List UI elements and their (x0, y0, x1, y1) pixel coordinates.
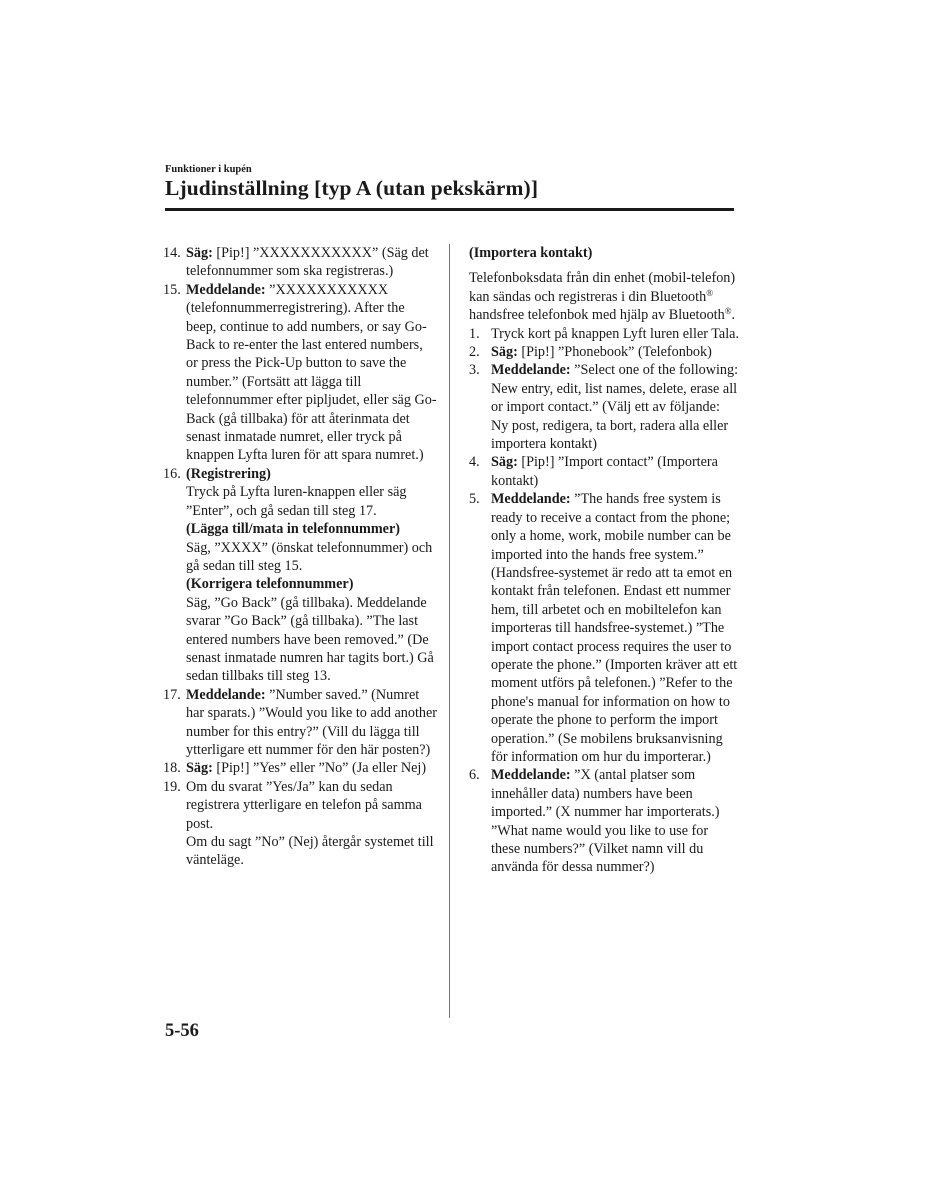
item-body (186, 778, 438, 870)
registered-mark: ® (706, 287, 714, 298)
item-body (491, 361, 739, 453)
sub-text: Säg, ”XXXX” (önskat telefonnummer) och gå sedan till steg 15. (186, 539, 433, 574)
item-text: ”X (antal platser som innehåller data) numbers have been imported.” (X nummer har importerats.) ”What name would you like to use for these numbers?” (Vilket namn vill du använda för dessa nummer?) (491, 767, 720, 876)
item-body (186, 686, 438, 760)
item-number: 19. (163, 778, 181, 795)
item-text: Om du svarat ”Yes/Ja” kan du sedan registrera ytterligare en telefon på samma post. (186, 778, 422, 832)
item-label: Säg: (186, 760, 213, 777)
item-body (491, 343, 739, 361)
item-text: ”XXXXXXXXXXX (telefonnummerregistrering). After the beep, continue to add numbers, or say Go-Back to re-enter the last entered numbers, or press the Pick-Up button to save the number.” (Fortsätt att lägga till telefonnummer efter pipljudet, eller säg Go-Back (gå tillbaka) för att återinmata det senast inmatade numret, eller tryck på knappen Lyfta luren för att spara numret.) (186, 281, 437, 464)
list-item (163, 778, 438, 870)
item-body (186, 759, 438, 777)
item-number: 1. (469, 325, 480, 342)
list-item (163, 281, 438, 465)
intro-paragraph (469, 269, 739, 324)
subheading: (Lägga till/mata in telefonnummer) (186, 521, 400, 538)
list-item (163, 686, 438, 760)
item-label: Säg: (186, 245, 213, 261)
item-body (186, 281, 438, 465)
item-text: Tryck kort på knappen Lyft luren eller Tala. (491, 325, 740, 342)
list-item (163, 244, 438, 281)
item-number: 6. (469, 767, 480, 784)
item-number: 15. (163, 281, 181, 298)
column-divider (449, 244, 450, 1018)
item-text: ”Number saved.” (Numret har sparats.) ”Would you like to add another number for this entry?” (Vill du lägga till ytterligare ett nummer för den här posten?) (186, 686, 438, 758)
item-number: 16. (163, 465, 181, 482)
item-label: Meddelande: (491, 491, 571, 508)
item-text: [Pip!] ”Phonebook” (Telefonbok) (521, 344, 712, 361)
list-item (469, 490, 739, 766)
registered-mark: ® (724, 306, 732, 317)
item-text: ”The hands free system is ready to receive a contact from the phone; only a home, work, mobile number can be imported into the hands free system.” (Handsfree-systemet är redo att ta emot en kontakt från telefonen. Endast ett nummer hem, till arbetet och en mobiltelefon kan importeras till handsfree-systemet.) ”The import contact process requires the user to operate the phone.” (Importen kräver att ett moment utförs på telefonen.) ”Refer to the phone's manual for information on how to operate the phone to perform the import operation.” (Se mobilens bruksanvisning för information om hur du importerar.) (491, 491, 738, 765)
item-body (186, 465, 438, 686)
intro-text: . (731, 307, 736, 324)
list-item (469, 325, 739, 343)
list-item (469, 453, 739, 490)
item-body (491, 453, 739, 490)
item-text: [Pip!] ”Import contact” (Importera kontakt) (491, 454, 718, 489)
title-rule (165, 208, 734, 211)
item-label: (Registrering) (186, 465, 271, 482)
left-column (163, 244, 438, 870)
intro-text: Telefonboksdata från din enhet (mobil-telefon) kan sändas och registreras i din Bluetooth (469, 270, 736, 305)
item-number: 3. (469, 362, 480, 379)
list-item (163, 759, 438, 777)
item-text: [Pip!] ”Yes” eller ”No” (Ja eller Nej) (216, 760, 427, 777)
sub-text: Säg, ”Go Back” (gå tillbaka). Meddelande svarar ”Go Back” (gå tillbaka). ”The last entered numbers have been removed.” (De senast inmatade numren har tagits bort.) Gå sedan tillbaks till steg 13. (186, 594, 434, 685)
item-label: Meddelande: (491, 362, 571, 379)
list-item (469, 766, 739, 876)
item-number: 4. (469, 454, 480, 471)
item-body (491, 325, 739, 343)
item-text: ”Select one of the following: New entry, edit, list names, delete, erase all or import contact.” (Välj ett av följande: Ny post, redigera, ta bort, radera alla eller importera kontakt) (491, 362, 739, 453)
item-label: Meddelande: (186, 281, 266, 298)
intro-text: handsfree telefonbok med hjälp av Bluetooth (469, 307, 725, 324)
item-body (491, 766, 739, 876)
item-number: 14. (163, 245, 181, 261)
item-text: Om du sagt ”No” (Nej) återgår systemet till vänteläge. (186, 834, 434, 869)
item-label: Säg: (491, 454, 518, 471)
item-body (186, 244, 438, 281)
page-number: 5-56 (165, 1021, 199, 1041)
right-column (469, 244, 739, 877)
item-text: Tryck på Lyfta luren-knappen eller säg ”Enter”, och gå sedan till steg 17. (186, 484, 407, 519)
item-body (491, 490, 739, 766)
subsection-heading: (Importera kontakt) (469, 245, 593, 261)
item-number: 2. (469, 344, 480, 361)
item-number: 5. (469, 491, 480, 508)
list-item (469, 343, 739, 361)
item-label: Meddelande: (186, 686, 266, 703)
list-item (469, 361, 739, 453)
subheading: (Korrigera telefonnummer) (186, 576, 354, 593)
item-number: 17. (163, 686, 181, 703)
list-item (163, 465, 438, 686)
page-title: Ljudinställning [typ A (utan pekskärm)] (165, 176, 539, 200)
item-text: [Pip!] ”XXXXXXXXXXX” (Säg det telefonnummer som ska registreras.) (186, 245, 429, 280)
section-label: Funktioner i kupén (165, 164, 252, 175)
item-number: 18. (163, 760, 181, 777)
item-label: Meddelande: (491, 767, 571, 784)
item-label: Säg: (491, 344, 518, 361)
